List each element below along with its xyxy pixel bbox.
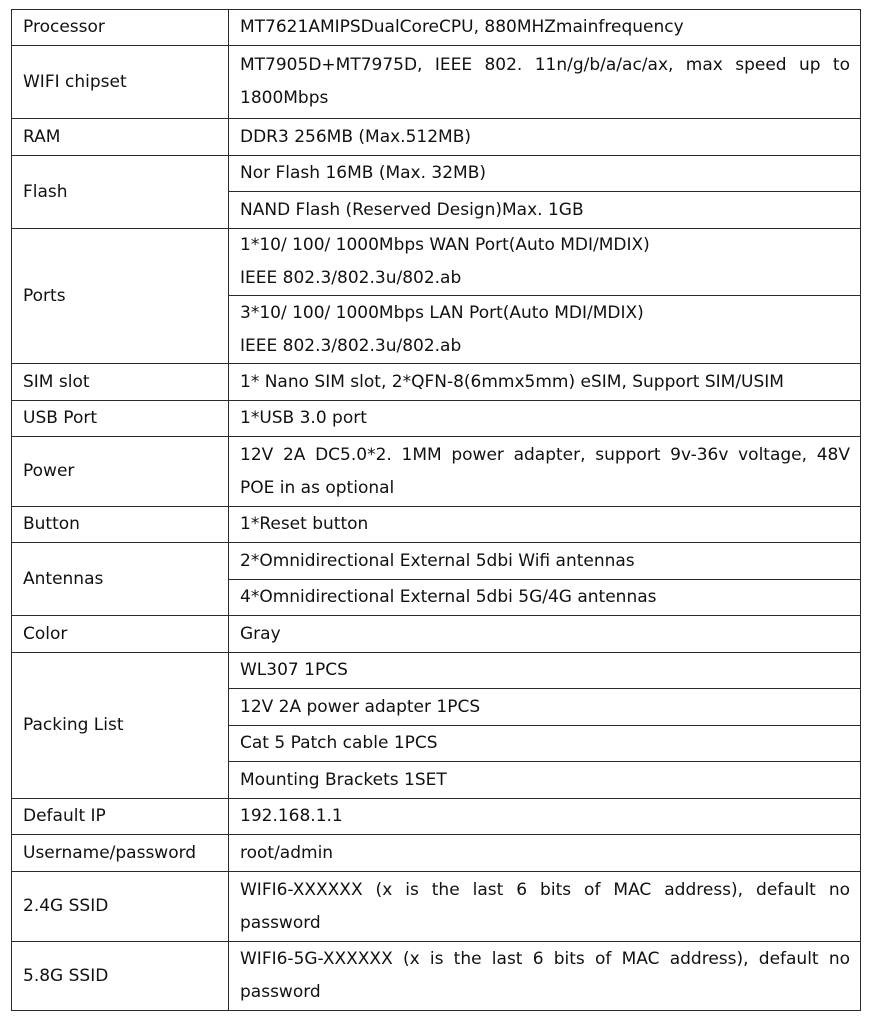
spec-label: Ports [12,229,229,364]
spec-value: Cat 5 Patch cable 1PCS [229,726,861,762]
spec-value: NAND Flash (Reserved Design)Max. 1GB [229,192,861,229]
spec-value: 12V 2A DC5.0*2. 1MM power adapter, support 9v-36v voltage, 48V POE in as optional [229,437,861,507]
spec-row-sim-slot [12,364,861,401]
spec-row-flash [12,156,861,192]
spec-value [229,296,861,364]
spec-label: Flash [12,156,229,229]
spec-label: 5.8G SSID [12,942,229,1011]
spec-row-wifi-chipset [12,46,861,119]
spec-row-processor [12,10,861,46]
spec-label: Antennas [12,543,229,616]
spec-row-color [12,616,861,653]
spec-label: Color [12,616,229,653]
spec-value: 2*Omnidirectional External 5dbi Wifi antennas [229,543,861,580]
spec-value: WIFI6-5G-XXXXXX (x is the last 6 bits of MAC address), default no password [229,942,861,1011]
spec-label: WIFI chipset [12,46,229,119]
spec-value: root/admin [229,835,861,872]
spec-value: WL307 1PCS [229,653,861,689]
spec-label: 2.4G SSID [12,872,229,942]
spec-value-line: 1*10/ 100/ 1000Mbps WAN Port(Auto MDI/MDIX) [240,235,650,255]
spec-row-packing-list [12,653,861,689]
spec-row-power [12,437,861,507]
spec-label: Default IP [12,799,229,835]
spec-value: 1*Reset button [229,507,861,543]
spec-row-antennas [12,543,861,580]
spec-table [11,9,861,1011]
spec-label: Power [12,437,229,507]
spec-label: Packing List [12,653,229,799]
spec-value: Mounting Brackets 1SET [229,762,861,799]
spec-row-ram [12,119,861,156]
spec-row-ssid-5g [12,942,861,1011]
spec-value: MT7621AMIPSDualCoreCPU, 880MHZmainfrequency [229,10,861,46]
spec-row-username-password [12,835,861,872]
spec-value: Gray [229,616,861,653]
spec-label: RAM [12,119,229,156]
spec-value [229,229,861,296]
spec-row-ports [12,229,861,296]
spec-label: SIM slot [12,364,229,401]
spec-value: 1* Nano SIM slot, 2*QFN-8(6mmx5mm) eSIM, Support SIM/USIM [229,364,861,401]
spec-row-button [12,507,861,543]
spec-value: WIFI6-XXXXXX (x is the last 6 bits of MAC address), default no password [229,872,861,942]
spec-value: 192.168.1.1 [229,799,861,835]
spec-label: Username/password [12,835,229,872]
spec-value-line: IEEE 802.3/802.3u/802.ab [240,268,462,288]
spec-value: 4*Omnidirectional External 5dbi 5G/4G antennas [229,580,861,616]
spec-label: Button [12,507,229,543]
spec-value: 1*USB 3.0 port [229,401,861,437]
spec-value: Nor Flash 16MB (Max. 32MB) [229,156,861,192]
spec-value: 12V 2A power adapter 1PCS [229,689,861,726]
spec-value-line: 3*10/ 100/ 1000Mbps LAN Port(Auto MDI/MDIX) [240,302,644,323]
spec-value-line: IEEE 802.3/802.3u/802.ab [240,335,462,356]
spec-value: DDR3 256MB (Max.512MB) [229,119,861,156]
spec-row-default-ip [12,799,861,835]
spec-label: USB Port [12,401,229,437]
spec-row-ssid-2g [12,872,861,942]
spec-label: Processor [12,10,229,46]
spec-value: MT7905D+MT7975D, IEEE 802. 11n/g/b/a/ac/ax, max speed up to 1800Mbps [229,46,861,119]
spec-row-usb-port [12,401,861,437]
